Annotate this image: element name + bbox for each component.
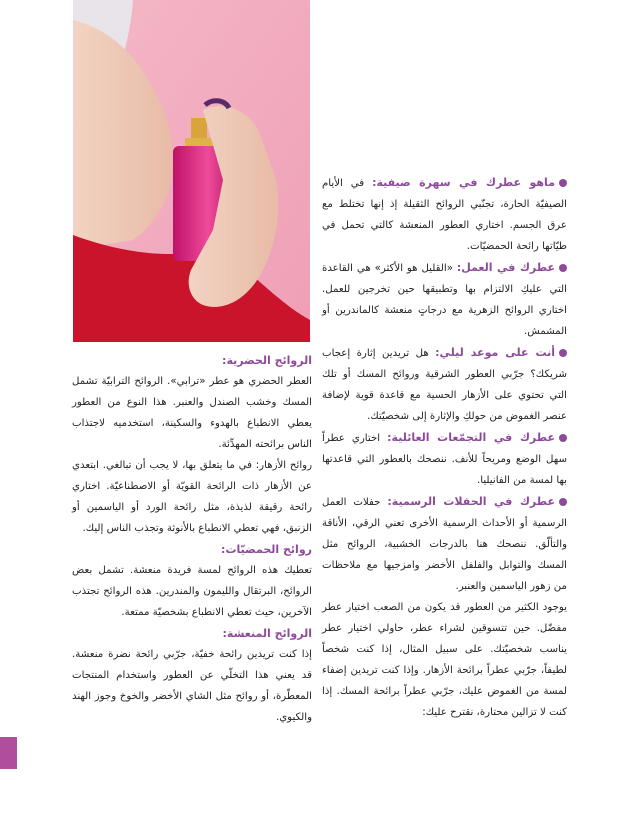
bullet-icon xyxy=(559,434,567,442)
tip-label: عطرك في التجمّعات العائلية: xyxy=(387,431,555,444)
section-heading: الروائح المنعشة: xyxy=(222,627,312,640)
bullet-icon xyxy=(559,179,567,187)
tip-family xyxy=(322,427,567,491)
tip-text: في الأيام الصيفيّة الحارة، تجنّبي الروائح الثقيلة إذ إنها تختلط مع عرق الجسم. اختاري العطور المنعشة كالتي تحمل في طيّاتها رائحة الحمضيّات. xyxy=(322,178,567,252)
section-text: روائح الأزهار: في ما يتعلق بها، لا يجب أن تبالغي. ابتعدي عن الأزهار ذات الرائحة القويّة أو الاصطناعيّة. اختاري رائحة رقيقة لذيذة، مثل رائحة الورد أو الياسمين أو الزنبق، فهي تعطي الانطباع بالأنوثة وتجذب الناس إليك. xyxy=(72,460,312,534)
tip-label: عطرك في العمل: xyxy=(456,261,555,274)
tip-summer-night xyxy=(322,172,567,257)
tip-text: اختاري عطراً سهل الوضع ومريحاً للأنف. ننصحك بالعطور التي قاعدتها بها لمسة من الفانيليا. xyxy=(322,433,567,486)
section-text: إذا كنت تريدين رائحة خفيّة، جرّبي رائحة نضرة منعشة. قد يعني هذا التخلّي عن العطور واستخدام المنتجات المعطّرة، أو روائح مثل الشاي الأخضر والخوخ وجوز الهند والكيوي. xyxy=(72,649,312,723)
bullet-icon xyxy=(559,264,567,272)
tip-label: أنت على موعد ليلي: xyxy=(435,346,555,359)
perfume-photo xyxy=(73,0,310,342)
section-fresh xyxy=(72,623,312,728)
section-citrus xyxy=(72,539,312,623)
right-column xyxy=(322,172,567,723)
section-floral xyxy=(72,455,312,539)
tip-date-night xyxy=(322,342,567,427)
perfume-photo-icon xyxy=(73,0,310,342)
tip-text: «القليل هو الأكثر» هي القاعدة التي عليكِ الالتزام بها وتطبيقها حين تخرجين للعمل. اختاري الروائح الزهرية مع درجاتٍ منعشة كالماندرين أو المشمش. xyxy=(322,263,567,337)
left-column xyxy=(72,350,312,728)
section-urban xyxy=(72,350,312,455)
bullet-icon xyxy=(559,498,567,506)
tip-formal xyxy=(322,491,567,597)
section-text: العطر الحضري هو عطر «ترابي». الروائح الترابيّة تشمل المسك وخشب الصندل والعنبر. هذا النوع من العطور يعطي الانطباع بالهدوء والسكينة، استخدميه لاجتذاب الناس برائحته المهدِّئة. xyxy=(72,376,312,450)
section-heading: الروائح الحضرية: xyxy=(222,354,312,367)
tip-work xyxy=(322,257,567,342)
tip-label: ماهو عطرك في سهرة صيفية: xyxy=(372,176,555,189)
tip-text: هل تريدين إثارة إعجاب شريكك؟ جرّبي العطور الشرقية وروائح المسك أو تلك التي تحتوي على الأزهار الحسية مع قاعدة قوية لإضافة عنصر الغموض من حولكِ والإثارة إلى شخصيّتك. xyxy=(322,348,567,422)
tip-label: عطرك في الحفلات الرسمية: xyxy=(387,495,555,508)
section-text: تعطيك هذه الروائح لمسة فريدة منعشة. تشمل بعض الروائح، البرتقال والليمون والمندرين. هذه الروائح تجتذب الآخرين، حيث تعطي الانطباع بشخصيّة ممتعة. xyxy=(72,565,312,618)
bullet-icon xyxy=(559,349,567,357)
tip-text: حفلات العمل الرسمية أو الأحداث الرسمية الأخرى تعني الرقي، الأناقة والتألّق. ننصحك هنا بالدرجات الخشبية، الروائح مثل المسك والتوابل والفلفل الأخضر وامزجيها مع ملاحظات من زهور الياسمين والعنبر. xyxy=(322,497,567,592)
page-edge-tab xyxy=(0,737,17,769)
section-heading: روائح الحمضيّات: xyxy=(221,543,312,556)
closing-paragraph: يوجود الكثير من العطور قد يكون من الصعب اختيار عطر مفضّل. حين تتسوقين لشراء عطر، حاولي اختيار عطر يناسب شخصيّتك. على سبيل المثال، إذا كنت شخصاً لطيفاً، جرّبي عطراً برائحة الأزهار. وإذا كنت تريدين إضفاء لمسة من الغموض عليك، جرّبي عطراً برائحة المسك. إذا كنت لا تزالين محتارة، نقترح عليك: xyxy=(322,602,567,718)
